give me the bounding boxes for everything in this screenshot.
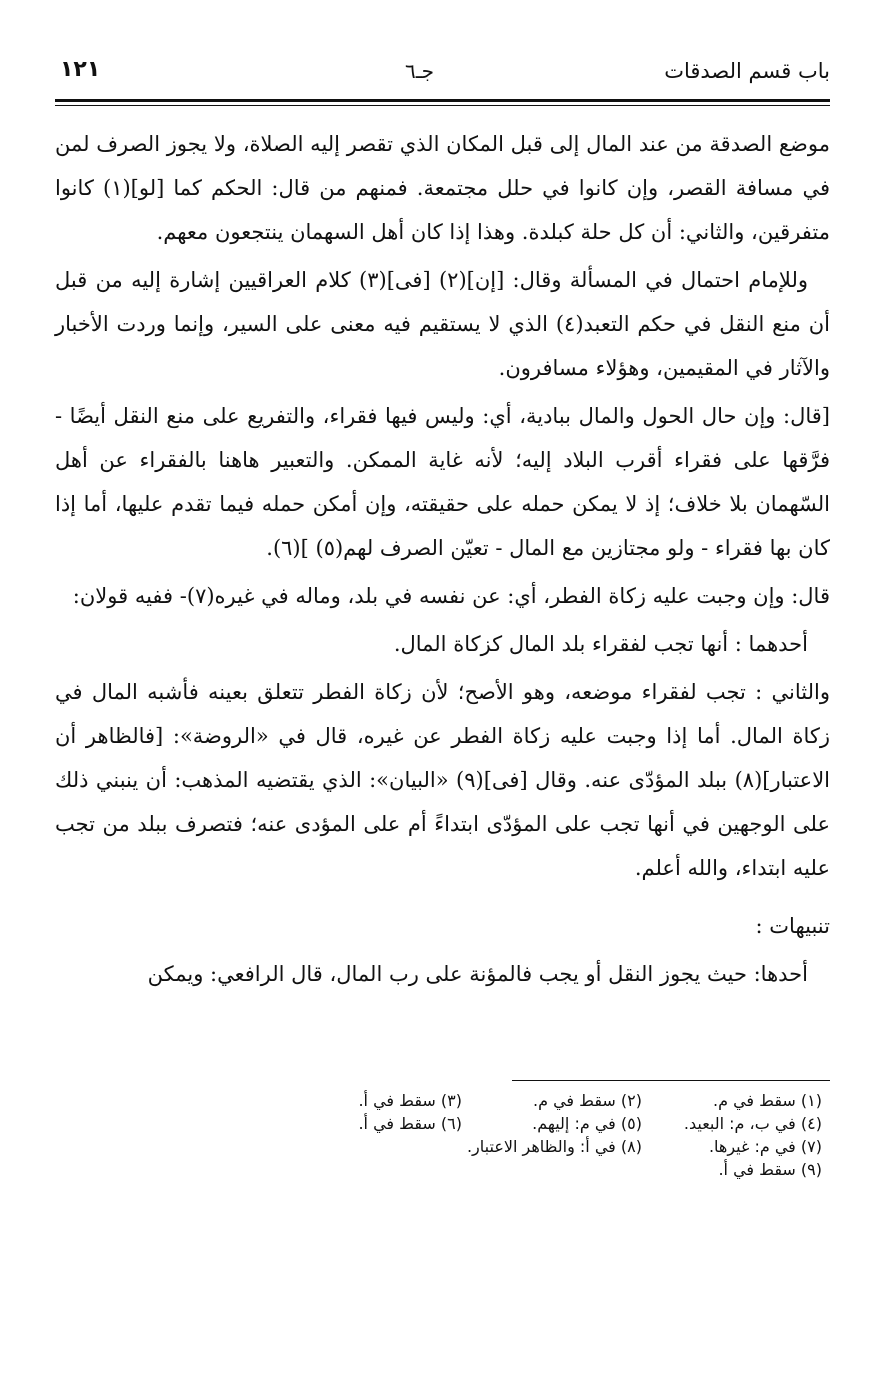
chapter-title: باب قسم الصدقات — [664, 59, 830, 83]
paragraph: موضع الصدقة من عند المال إلى قبل المكان الذي تقصر إليه الصلاة، ولا يجوز الصرف لمن في مسافة القصر، وإن كانوا في حلل مجتمعة. فمنهم من قال: الحكم كما [لو](١) كانوا متفرقين، والثاني: أن كل حلة كبلدة. وهذا إذا كان أهل السهمان ينتجعون معهم. — [55, 132, 830, 244]
footnote: (٧) في م: غيرها. — [708, 1137, 822, 1156]
footnote: (٥) في م: إليهم. — [532, 1114, 642, 1133]
footnote-spacer — [242, 1137, 462, 1156]
paragraph: وللإمام احتمال في المسألة وقال: [إن](٢) [فى](٣) كلام العراقيين إشارة إليه من قبل أن منع النقل في حكم التعبد(٤) الذي لا يستقيم فيه معنى على السير، وإنما وردت الأخبار والآثار في المقيمين، وهؤلاء مسافرون. — [55, 268, 830, 380]
footnote: (٩) سقط في أ. — [718, 1160, 822, 1179]
volume-label: جـ٦ — [405, 59, 434, 83]
footnote: (٦) سقط في أ. — [358, 1114, 462, 1133]
paragraph: أحدها: حيث يجوز النقل أو يجب فالمؤنة على رب المال، قال الرافعي: ويمكن — [147, 962, 808, 986]
paragraph: والثاني : تجب لفقراء موضعه، وهو الأصح؛ لأن زكاة الفطر تتعلق بعينه فأشبه المال في زكاة المال. أما إذا وجبت عليه زكاة الفطر عن غيره، قال في «الروضة»: [فالظاهر أن الاعتبار](٨) ببلد المؤدّى عنه. وقال [فى](٩) «البيان»: الذي يقتضيه المذهب: أن ينبني ذلك على الوجهين في أنها تجب على المؤدّى ابتداءً أم على المؤدى عنه؛ فتصرف ببلد من تجب عليه ابتداء، والله أعلم. — [55, 680, 831, 880]
footnote: (٢) سقط في م. — [532, 1091, 642, 1110]
page-number: ١٢١ — [60, 57, 101, 82]
running-header — [55, 55, 830, 95]
main-text — [55, 122, 830, 996]
header-rule-thick — [55, 99, 830, 102]
footnotes — [55, 1080, 830, 1179]
footnote-rule — [512, 1080, 830, 1081]
paragraph: أحدهما : أنها تجب لفقراء بلد المال كزكاة المال. — [393, 632, 808, 656]
footnote-list — [55, 1091, 830, 1179]
footnote: (٨) في أ: والظاهر الاعتبار. — [466, 1137, 642, 1156]
section-heading: تنبيهات : — [755, 914, 830, 938]
header-rule-thin — [55, 105, 830, 106]
paragraph: [قال: وإن حال الحول والمال ببادية، أي: وليس فيها فقراء، والتفريع على منع النقل أيضًا - فرَّقها على فقراء أقرب البلاد إليه؛ لأنه غاية الممكن. والتعبير هاهنا بالفقراء عن أهل السّهمان بلا خلاف؛ إذ لا يمكن حمله على حقيقته، وإن أمكن حمله فيما تقدم عليها، أما إذا كان بها فقراء - ولو مجتازين مع المال - تعيّن الصرف لهم(٥) ](٦). — [55, 404, 830, 560]
paragraph: قال: وإن وجبت عليه زكاة الفطر، أي: عن نفسه في بلد، وماله في غيره(٧)- ففيه قولان: — [72, 584, 830, 608]
book-page — [55, 55, 830, 1000]
footnote: (٣) سقط في أ. — [358, 1091, 462, 1110]
footnote: (١) سقط في م. — [712, 1091, 822, 1110]
footnote: (٤) في ب، م: البعيد. — [683, 1114, 822, 1133]
